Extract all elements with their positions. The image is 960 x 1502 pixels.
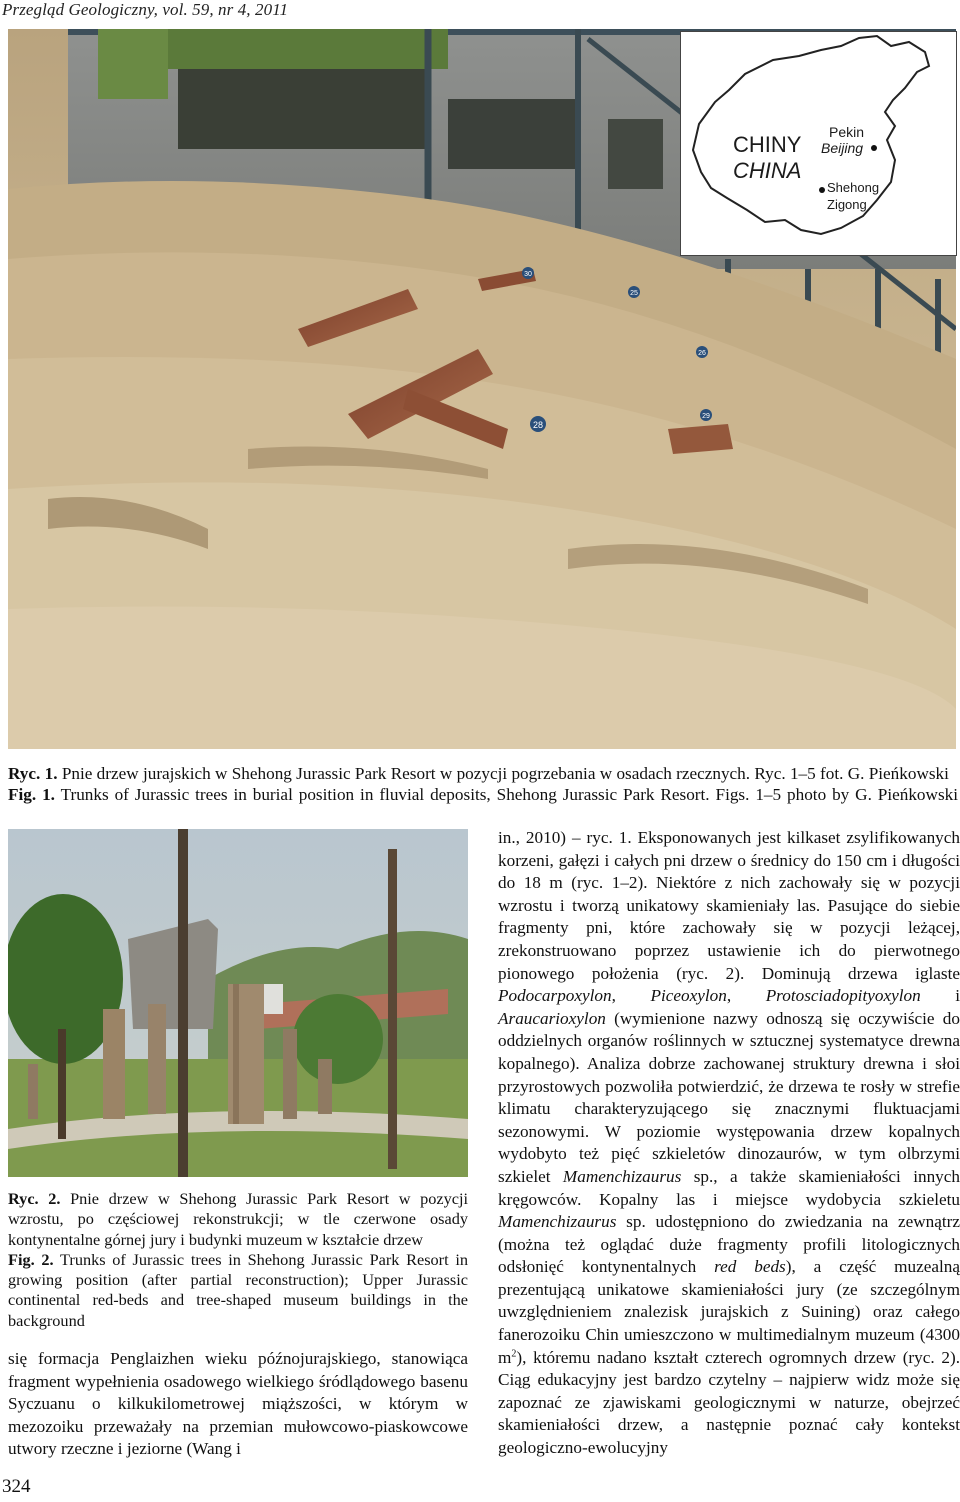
fig1-pl-text: Pnie drzew jurajskich w Shehong Jurassic Park Resort w pozycji pogrzebania w osadach rzecznych. Ryc. 1–5 fot. G. Pieńkowski: [61, 764, 949, 783]
marker-26: [696, 346, 708, 358]
body-text-left-column: [8, 1348, 468, 1461]
map-city-beijing: Beijing: [821, 140, 864, 156]
map-country-pl: CHINY: [733, 132, 802, 157]
figure-2-photo: [8, 829, 468, 1177]
svg-text:28: 28: [532, 420, 544, 430]
fig1-en-label: Fig. 1.: [8, 785, 55, 804]
shehong-dot: [819, 187, 825, 193]
beijing-dot: [871, 145, 877, 151]
marker-29: [700, 409, 712, 421]
svg-text:30: 30: [524, 271, 532, 278]
fig1-en-text: Trunks of Jurassic trees in burial position in fluvial deposits, Shehong Jurassic Park Resort. Figs. 1–5 photo by G. Pieńkowski: [60, 785, 958, 804]
svg-text:26: 26: [698, 350, 706, 357]
body-text-right-column: [498, 827, 960, 1460]
map-city-shehong: Shehong: [827, 180, 880, 195]
page-number: 324: [2, 1476, 31, 1497]
paragraph-left: się formacja Penglaizhen wieku późnojurajskiego, stanowiąca fragment wypełnienia osadowego wielkiego śródlądowego basenu Syczuanu o kilkukilometrowej miąższości, w którym w mezozoiku przeważały na przemian mułowcowo-piaskowcowe utwory rzeczne i jeziorne (Wang i: [8, 1349, 468, 1459]
map-country-en: CHINA: [733, 158, 802, 183]
china-outline: [681, 32, 957, 256]
figure-2-caption: [8, 1189, 468, 1331]
fig2-pl-text: Pnie drzew w Shehong Jurassic Park Resort w pozycji wzrostu, po częściowej rekonstrukcji; w tle czerwone osady kontynentalne górnej jury i budynki muzeum w kształcie drzew: [8, 1189, 469, 1249]
journal-header: Przegląd Geologiczny, vol. 59, nr 4, 2011: [2, 0, 289, 19]
fig2-en-label: Fig. 2.: [8, 1249, 54, 1269]
map-city-zigong: Zigong: [827, 197, 867, 212]
fig2-en-text: Trunks of Jurassic trees in Shehong Jurassic Park Resort in growing position (after partial reconstruction); Upper Jurassic continental red-beds and tree-shaped museum buildings in the background: [8, 1249, 468, 1330]
standing-trunks-photo: [8, 829, 468, 1177]
svg-text:29: 29: [702, 413, 710, 420]
paragraph-right: in., 2010) – ryc. 1. Eksponowanych jest kilkaset zsylifikowanych korzeni, gałęzi i całych pni drzew o średnicy do 150 cm i długości do 18 m (ryc. 1–2). Niektóre z nich zachowały się w pozycji wzrostu i tworzą unikatowy skamieniały las. Pasujące do siebie fragmenty pni, które zachowały się w pozycji leżącej, zrekonstruowano poprzez ustawienie ich do pierwotnego pionowego położenia (ryc. 2). Dominują drzewa iglaste Podocarpoxylon, Piceoxylon, Protosciadopityoxylon i Araucarioxylon (wymienione nazwy odnoszą się oczywiście do oddzielnych organów roślinnych w sztucznej systematyce drewna kopalnego). Analiza dobrze zachowanej struktury drewna i słoi przyrostowych pozwoliła potwierdzić, że drzewa te rosły w strefie klimatu charakteryzującego się znacznymi fluktuacjami sezonowymi. W poziomie występowania drzew kopalnych wydobyto też pięć szkieletów dinozaurów, w tym olbrzymi szkielet Mamenchizaurus sp., a także skamieniałości innych kręgowców. Kopalny las i miejsce wydobycia szkieletu Mamenchizaurus sp. udostępniono do zwiedzania na zewnątrz (można też oglądać duże fragmenty profili litologicznych odsłonięć kontynentalnych red beds), a część muzealną prezentującą unikatowe skamieniałości jury (ze szczególnym uwzględnieniem znalezisk jurajskich z Suining) oraz całego fanerozoiku Chin umieszczono w multimedialnym muzeum (4300 $m^2$), któremu nadano kształt czterech ogromnych drzew (ryc. 2). Ciąg edukacyjny jest bardzo czytelny – najpierw widz może się zapoznać ze zjawiskami geologicznymi w naturze, obejrzeć skamieniałości drzew, a następnie poznać cały kontekst geologiczno-ewolucyjny: [498, 828, 960, 1458]
fig1-pl-label: Ryc. 1.: [8, 764, 58, 783]
china-map-inset: [680, 31, 957, 256]
marker-28: [530, 416, 546, 432]
map-city-pekin: Pekin: [829, 124, 865, 140]
marker-25: [628, 286, 640, 298]
fig2-pl-label: Ryc. 2.: [8, 1189, 61, 1208]
marker-30: [522, 267, 534, 279]
figure-1-caption: [8, 763, 958, 805]
svg-text:25: 25: [630, 290, 638, 297]
